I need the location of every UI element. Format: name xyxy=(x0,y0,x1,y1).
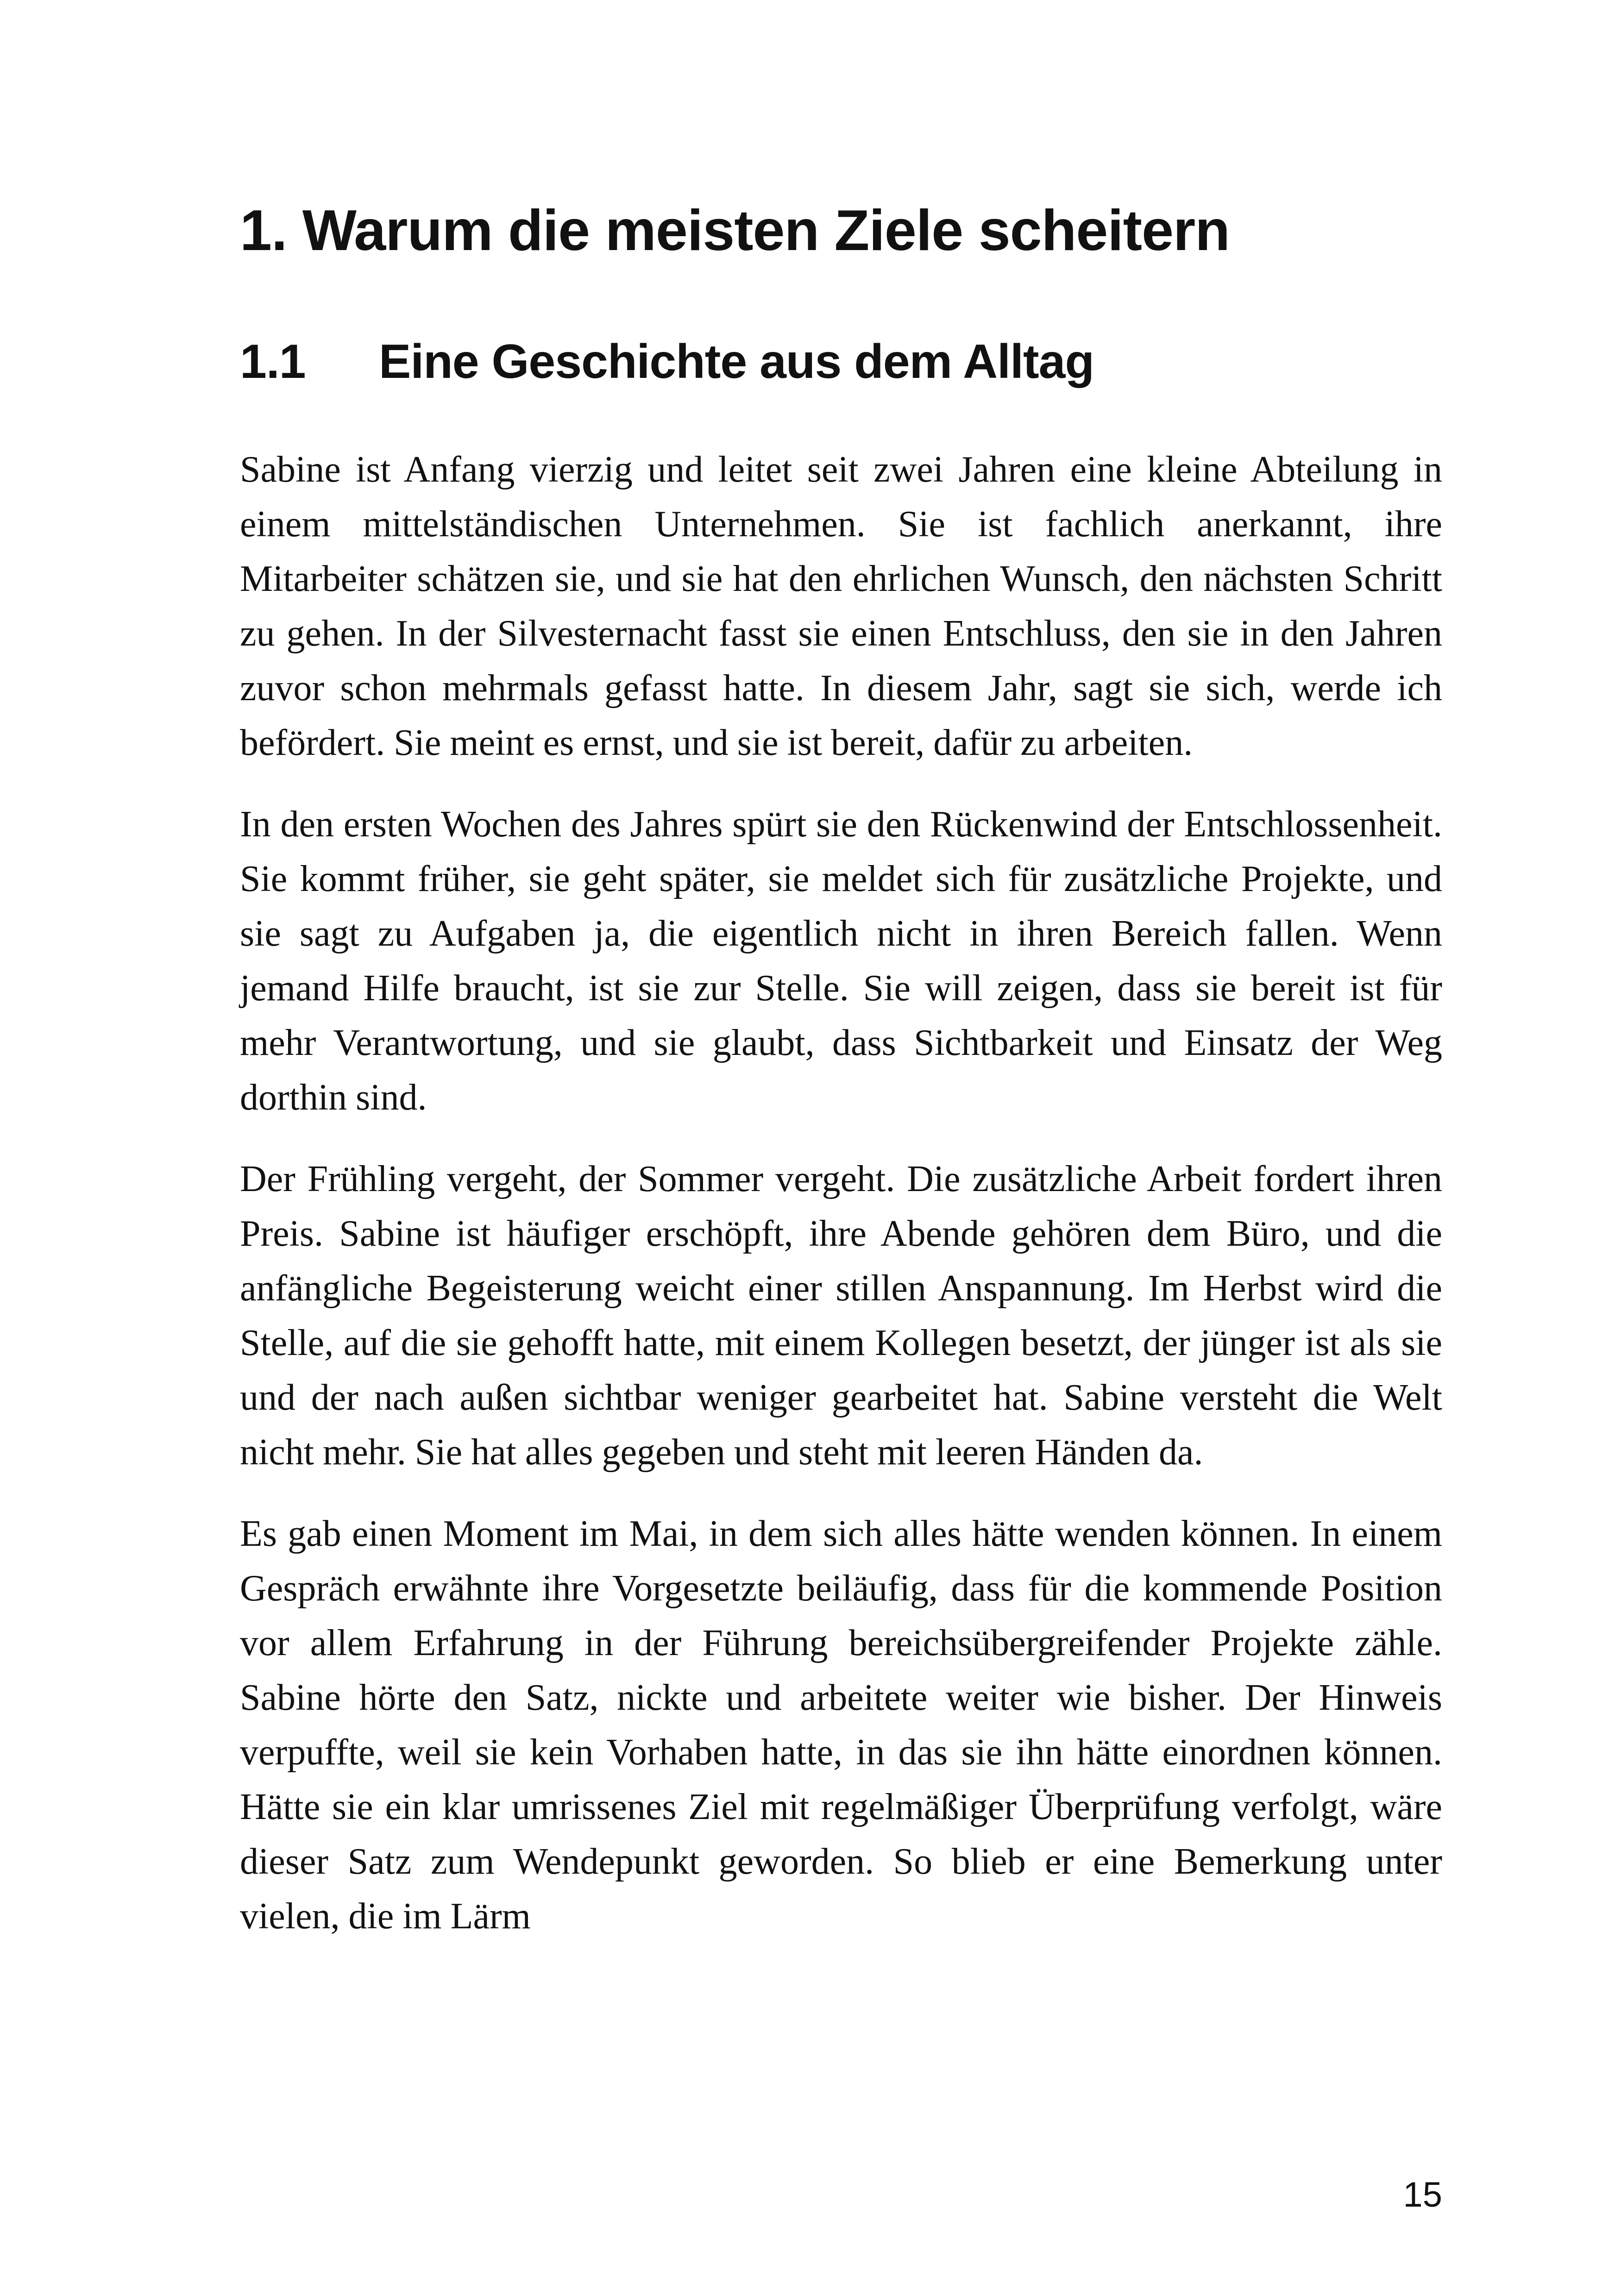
paragraph: Der Frühling vergeht, der Sommer vergeht. Die zusätzliche Arbeit fordert ihren Preis. Sabine ist häufiger erschöpft, ihre Abende gehören dem Büro, und die anfängliche Begeisterung weicht einer stillen Anspannung. Im Herbst wird die Stelle, auf die sie gehofft hatte, mit einem Kollegen besetzt, der jünger ist als sie und der nach außen sichtbar weniger gearbeitet hat. Sabine versteht die Welt nicht mehr. Sie hat alles gegeben und steht mit leeren Händen da. xyxy=(240,1159,1442,1473)
section-number: 1.1 xyxy=(240,335,306,389)
paragraph: In den ersten Wochen des Jahres spürt sie den Rückenwind der Entschlossenheit. Sie kommt früher, sie geht später, sie meldet sich für zusätzliche Projekte, und sie sagt zu Aufgaben ja, die eigentlich nicht in ihren Bereich fallen. Wenn jemand Hilfe braucht, ist sie zur Stelle. Sie will zeigen, dass sie bereit ist für mehr Verantwortung, und sie glaubt, dass Sichtbarkeit und Einsatz der Weg dorthin sind. xyxy=(240,804,1442,1118)
paragraph: Es gab einen Moment im Mai, in dem sich alles hätte wenden können. In einem Gespräch erwähnte ihre Vorgesetzte beiläufig, dass für die kommende Position vor allem Erfahrung in der Führung bereichsübergreifender Projekte zähle. Sabine hörte den Satz, nickte und arbeitete weiter wie bisher. Der Hinweis verpuffte, weil sie kein Vorhaben hatte, in das sie ihn hätte einordnen können. Hätte sie ein klar umrissenes Ziel mit regelmäßiger Überprüfung verfolgt, wäre dieser Satz zum Wendepunkt geworden. So blieb er eine Bemerkung unter vielen, die im Lärm xyxy=(240,1513,1442,1937)
page-number: 15 xyxy=(1403,2175,1442,2214)
section-title: Eine Geschichte aus dem Alltag xyxy=(379,335,1094,389)
chapter-title: 1. Warum die meisten Ziele scheitern xyxy=(240,199,1230,263)
paragraph: Sabine ist Anfang vierzig und leitet seit zwei Jahren eine kleine Abteilung in einem mittelständischen Unternehmen. Sie ist fachlich anerkannt, ihre Mitarbeiter schätzen sie, und sie hat den ehrlichen Wunsch, den nächsten Schritt zu gehen. In der Silvesternacht fasst sie einen Entschluss, den sie in den Jahren zuvor schon mehrmals gefasst hatte. In diesem Jahr, sagt sie sich, werde ich befördert. Sie meint es ernst, und sie ist bereit, dafür zu arbeiten. xyxy=(240,449,1442,763)
body-text xyxy=(240,442,1442,1970)
section-heading xyxy=(240,327,1094,396)
